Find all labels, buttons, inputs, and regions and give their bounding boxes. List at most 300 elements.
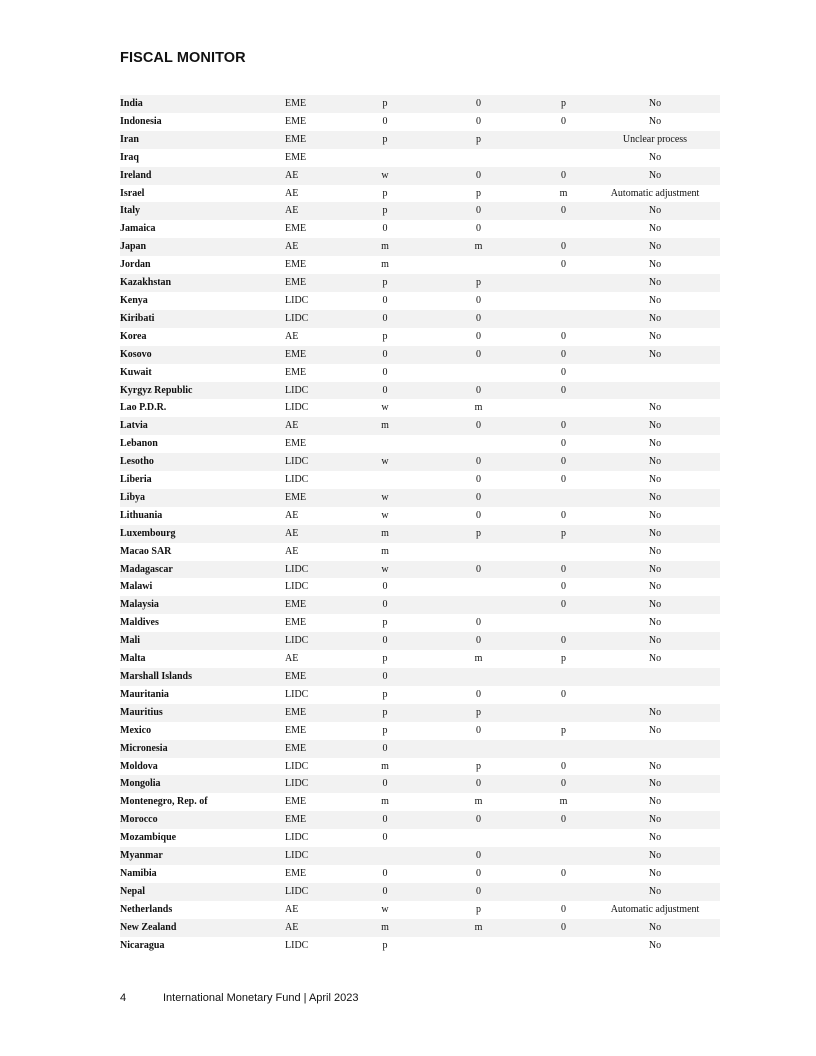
col5-cell: p [537, 525, 590, 543]
country-cell: Micronesia [120, 740, 285, 758]
col5-cell: 0 [561, 438, 566, 450]
table-row [120, 937, 720, 955]
group-cell: AE [285, 187, 299, 199]
col3-cell: p [382, 939, 388, 951]
group-cell: EME [285, 811, 350, 829]
table-row [120, 525, 720, 543]
col5-cell: 0 [537, 238, 590, 256]
col5-cell: 0 [561, 760, 566, 772]
group-cell: EME [285, 438, 307, 450]
table-row [120, 453, 720, 471]
table-row [120, 811, 720, 829]
group-cell: EME [285, 95, 350, 113]
col5-cell [537, 883, 590, 901]
group-cell: LIDC [285, 832, 309, 844]
table-row [120, 471, 720, 489]
group-cell: AE [285, 509, 299, 521]
col5-cell [537, 668, 590, 686]
col5-cell: 0 [537, 919, 590, 937]
country-table [120, 95, 720, 955]
country-cell: Iraq [120, 151, 139, 163]
col3-cell: w [381, 402, 389, 414]
adjustment-cell: No [590, 883, 720, 901]
country-cell: Netherlands [120, 903, 173, 915]
country-cell: Lao P.D.R. [120, 402, 167, 414]
country-cell: Nepal [120, 883, 285, 901]
group-cell: AE [285, 653, 299, 665]
col4-cell: 0 [420, 811, 537, 829]
page-footer [120, 992, 358, 1004]
adjustment-cell [590, 686, 720, 704]
col3-cell: m [350, 417, 420, 435]
adjustment-cell: No [648, 832, 662, 844]
group-cell: AE [285, 417, 350, 435]
col3-cell: 0 [382, 115, 388, 127]
col4-cell: 0 [420, 346, 537, 364]
col5-cell: m [559, 796, 568, 808]
table-row [120, 220, 720, 238]
group-cell: AE [285, 525, 350, 543]
country-cell: Madagascar [120, 561, 285, 579]
group-cell: EME [285, 617, 307, 629]
country-cell: Lithuania [120, 509, 163, 521]
col4-cell [420, 937, 537, 955]
adjustment-cell: No [590, 202, 720, 220]
col3-cell: 0 [382, 867, 388, 879]
table-row [120, 292, 720, 310]
col4-cell: p [476, 187, 481, 199]
adjustment-cell: No [590, 525, 720, 543]
table-row [120, 399, 720, 417]
col4-cell [420, 435, 537, 453]
adjustment-cell: No [648, 724, 662, 736]
adjustment-cell: No [590, 596, 720, 614]
col5-cell [537, 704, 590, 722]
adjustment-cell: No [590, 704, 720, 722]
col3-cell: p [350, 202, 420, 220]
col4-cell: p [420, 525, 537, 543]
col4-cell: m [474, 653, 483, 665]
adjustment-cell: No [648, 760, 662, 772]
col5-cell: 0 [561, 903, 566, 915]
col3-cell: m [381, 545, 389, 557]
col5-cell [537, 829, 590, 847]
col4-cell: 0 [420, 489, 537, 507]
table-row [120, 113, 720, 131]
country-cell: Japan [120, 238, 285, 256]
col4-cell [420, 596, 537, 614]
table-row [120, 614, 720, 632]
country-cell: Mongolia [120, 775, 285, 793]
table-row [120, 847, 720, 865]
adjustment-cell: No [590, 417, 720, 435]
country-cell: New Zealand [120, 919, 285, 937]
adjustment-cell: No [648, 438, 662, 450]
group-cell: EME [285, 131, 350, 149]
adjustment-cell: No [648, 402, 662, 414]
group-cell: EME [285, 668, 350, 686]
table-row [120, 435, 720, 453]
adjustment-cell: No [648, 259, 662, 271]
adjustment-cell: No [648, 581, 662, 593]
col4-cell: p [420, 274, 537, 292]
col4-cell: 0 [420, 775, 537, 793]
adjustment-cell: No [648, 617, 662, 629]
country-cell: Montenegro, Rep. of [120, 796, 208, 808]
col3-cell: 0 [350, 310, 420, 328]
col4-cell: 0 [420, 417, 537, 435]
table-row [120, 507, 720, 525]
col3-cell: p [350, 274, 420, 292]
group-cell: LIDC [285, 474, 309, 486]
adjustment-cell: Automatic adjustment [610, 187, 700, 199]
table-row [120, 310, 720, 328]
group-cell: AE [285, 330, 299, 342]
col5-cell: 0 [537, 346, 590, 364]
col4-cell [420, 578, 537, 596]
country-cell: Mauritania [120, 688, 169, 700]
col4-cell: 0 [476, 223, 481, 235]
col3-cell: 0 [350, 668, 420, 686]
col3-cell: 0 [382, 294, 388, 306]
col3-cell [350, 471, 420, 489]
col5-cell: 0 [561, 867, 566, 879]
adjustment-cell: No [590, 561, 720, 579]
col3-cell: 0 [350, 740, 420, 758]
group-cell: EME [285, 489, 350, 507]
col5-cell [537, 131, 590, 149]
col3-cell: 0 [350, 811, 420, 829]
adjustment-cell [590, 364, 720, 382]
table-row [120, 919, 720, 937]
adjustment-cell: No [648, 151, 662, 163]
col3-cell [350, 149, 420, 167]
country-cell: Kyrgyz Republic [120, 382, 285, 400]
col5-cell: 0 [537, 561, 590, 579]
page-header-title: FISCAL MONITOR [120, 50, 246, 66]
adjustment-cell: No [648, 545, 662, 557]
country-cell: Jordan [120, 259, 151, 271]
table-row [120, 417, 720, 435]
col4-cell: 0 [476, 617, 481, 629]
col4-cell: 0 [420, 95, 537, 113]
col5-cell: 0 [537, 167, 590, 185]
col5-cell: 0 [537, 453, 590, 471]
col4-cell [420, 668, 537, 686]
country-cell: Maldives [120, 617, 159, 629]
group-cell: EME [285, 223, 307, 235]
col5-cell: 0 [561, 509, 566, 521]
col5-cell: 0 [537, 202, 590, 220]
group-cell: EME [285, 346, 350, 364]
country-cell: Macao SAR [120, 545, 172, 557]
country-cell: Kuwait [120, 366, 152, 378]
col3-cell: w [350, 453, 420, 471]
table-row [120, 775, 720, 793]
col5-cell [537, 614, 590, 632]
col5-cell: 0 [561, 474, 566, 486]
col3-cell: m [381, 259, 389, 271]
col5-cell: 0 [537, 632, 590, 650]
col4-cell: 0 [476, 724, 481, 736]
col3-cell: p [382, 724, 388, 736]
col3-cell: 0 [382, 223, 388, 235]
adjustment-cell: No [648, 115, 662, 127]
col3-cell: w [381, 509, 389, 521]
group-cell: LIDC [285, 581, 309, 593]
col3-cell: 0 [350, 382, 420, 400]
col5-cell [537, 937, 590, 955]
group-cell: LIDC [285, 847, 350, 865]
group-cell: AE [285, 919, 350, 937]
col5-cell [537, 220, 590, 238]
adjustment-cell: No [590, 95, 720, 113]
table-row [120, 686, 720, 704]
group-cell: LIDC [285, 632, 350, 650]
table-row [120, 131, 720, 149]
adjustment-cell: No [648, 653, 662, 665]
table-row [120, 650, 720, 668]
country-cell: Mauritius [120, 704, 285, 722]
group-cell: EME [285, 740, 350, 758]
adjustment-cell: No [590, 775, 720, 793]
table-row [120, 256, 720, 274]
col3-cell: 0 [350, 775, 420, 793]
country-cell: Iran [120, 131, 285, 149]
adjustment-cell: No [648, 867, 662, 879]
col5-cell: 0 [561, 581, 566, 593]
country-cell: Kosovo [120, 346, 285, 364]
col5-cell: 0 [561, 115, 566, 127]
group-cell: EME [285, 596, 350, 614]
adjustment-cell: No [590, 811, 720, 829]
adjustment-cell: No [648, 796, 662, 808]
col3-cell: p [382, 653, 388, 665]
col3-cell: p [350, 131, 420, 149]
group-cell: EME [285, 796, 307, 808]
col5-cell: p [561, 653, 566, 665]
col3-cell: p [382, 187, 388, 199]
col5-cell [537, 399, 590, 417]
footer-text: International Monetary Fund | April 2023 [163, 992, 359, 1004]
group-cell: AE [285, 903, 299, 915]
table-row [120, 865, 720, 883]
table-row [120, 668, 720, 686]
group-cell: AE [285, 202, 350, 220]
col5-cell: 0 [537, 596, 590, 614]
table-body [120, 95, 720, 955]
table-row [120, 238, 720, 256]
col3-cell: 0 [350, 346, 420, 364]
col4-cell: p [420, 704, 537, 722]
table-row [120, 901, 720, 919]
col4-cell: 0 [420, 382, 537, 400]
col4-cell: 0 [420, 167, 537, 185]
country-cell: Nicaragua [120, 939, 165, 951]
group-cell: EME [285, 259, 307, 271]
group-cell: LIDC [285, 453, 350, 471]
group-cell: LIDC [285, 402, 309, 414]
col4-cell: p [476, 903, 481, 915]
adjustment-cell: No [590, 453, 720, 471]
country-cell: Lesotho [120, 453, 285, 471]
country-cell: Latvia [120, 417, 285, 435]
col5-cell [537, 292, 590, 310]
col5-cell [537, 489, 590, 507]
country-cell: Lebanon [120, 438, 158, 450]
table-row [120, 364, 720, 382]
group-cell: EME [285, 274, 350, 292]
col5-cell [537, 149, 590, 167]
country-cell: Indonesia [120, 115, 162, 127]
col3-cell: m [350, 525, 420, 543]
country-cell: Ireland [120, 167, 285, 185]
col3-cell: 0 [382, 581, 388, 593]
adjustment-cell [590, 382, 720, 400]
col4-cell: 0 [420, 883, 537, 901]
col3-cell: p [350, 95, 420, 113]
col5-cell [537, 310, 590, 328]
country-cell: Liberia [120, 474, 152, 486]
adjustment-cell [590, 668, 720, 686]
col3-cell: p [382, 330, 388, 342]
country-cell: Kazakhstan [120, 274, 285, 292]
country-cell: Korea [120, 330, 147, 342]
table-row [120, 722, 720, 740]
table-row [120, 489, 720, 507]
country-cell: Namibia [120, 867, 157, 879]
group-cell: EME [285, 704, 350, 722]
col3-cell: 0 [382, 366, 388, 378]
table-row [120, 167, 720, 185]
group-cell: EME [285, 724, 307, 736]
table-row [120, 596, 720, 614]
col4-cell: 0 [420, 561, 537, 579]
table-row [120, 561, 720, 579]
col4-cell: 0 [420, 453, 537, 471]
col3-cell: w [350, 489, 420, 507]
col4-cell: m [420, 919, 537, 937]
group-cell: AE [285, 167, 350, 185]
country-cell: Jamaica [120, 223, 156, 235]
col5-cell: p [561, 724, 566, 736]
table-row [120, 758, 720, 776]
group-cell: LIDC [285, 310, 350, 328]
table-row [120, 543, 720, 561]
table-row [120, 793, 720, 811]
group-cell: EME [285, 151, 307, 163]
col4-cell: p [420, 131, 537, 149]
adjustment-cell: No [590, 346, 720, 364]
col4-cell [420, 543, 537, 561]
col3-cell: m [381, 760, 389, 772]
col5-cell: 0 [537, 811, 590, 829]
country-cell: Libya [120, 489, 285, 507]
country-cell: Moldova [120, 760, 158, 772]
col4-cell: 0 [476, 867, 481, 879]
col5-cell: 0 [561, 688, 566, 700]
adjustment-cell: No [590, 274, 720, 292]
col5-cell: 0 [537, 417, 590, 435]
adjustment-cell: No [648, 330, 662, 342]
country-cell: Mali [120, 632, 285, 650]
adjustment-cell: No [648, 294, 662, 306]
col3-cell: p [350, 704, 420, 722]
col4-cell: m [474, 796, 483, 808]
page-number: 4 [120, 992, 127, 1004]
col3-cell: 0 [350, 883, 420, 901]
col5-cell [537, 740, 590, 758]
col4-cell: 0 [420, 632, 537, 650]
col3-cell: m [350, 919, 420, 937]
country-cell: Malawi [120, 581, 153, 593]
group-cell: AE [285, 545, 299, 557]
country-cell: India [120, 95, 285, 113]
country-cell: Myanmar [120, 847, 285, 865]
col4-cell: 0 [476, 330, 481, 342]
group-cell: LIDC [285, 760, 309, 772]
col3-cell [350, 435, 420, 453]
adjustment-cell: Unclear process [590, 131, 720, 149]
table-row [120, 346, 720, 364]
country-cell: Italy [120, 202, 285, 220]
adjustment-cell: No [590, 847, 720, 865]
col3-cell: 0 [350, 632, 420, 650]
group-cell: LIDC [285, 561, 350, 579]
adjustment-cell: No [590, 919, 720, 937]
col4-cell [420, 256, 537, 274]
table-row [120, 328, 720, 346]
adjustment-cell: No [590, 632, 720, 650]
country-cell: Malaysia [120, 596, 285, 614]
col4-cell [420, 740, 537, 758]
table-row [120, 632, 720, 650]
col4-cell: 0 [420, 310, 537, 328]
country-cell: Luxembourg [120, 525, 285, 543]
col5-cell: p [537, 95, 590, 113]
col4-cell: 0 [476, 509, 481, 521]
col4-cell [420, 149, 537, 167]
col3-cell [350, 847, 420, 865]
col3-cell: w [350, 167, 420, 185]
col4-cell [420, 829, 537, 847]
col5-cell: 0 [561, 259, 566, 271]
col4-cell [420, 364, 537, 382]
adjustment-cell: No [590, 310, 720, 328]
adjustment-cell: No [648, 939, 662, 951]
col3-cell: m [381, 796, 389, 808]
col5-cell [537, 847, 590, 865]
country-cell: Mozambique [120, 832, 177, 844]
adjustment-cell: Automatic adjustment [610, 903, 700, 915]
col4-cell: 0 [420, 202, 537, 220]
adjustment-cell: No [590, 167, 720, 185]
table-row [120, 202, 720, 220]
col4-cell: 0 [476, 474, 481, 486]
col3-cell: p [382, 688, 388, 700]
col5-cell: 0 [561, 366, 566, 378]
adjustment-cell: No [648, 223, 662, 235]
country-cell: Kenya [120, 294, 148, 306]
col4-cell: 0 [476, 294, 481, 306]
group-cell: LIDC [285, 688, 309, 700]
col4-cell: 0 [476, 688, 481, 700]
group-cell: AE [285, 238, 350, 256]
group-cell: LIDC [285, 939, 309, 951]
col4-cell: p [476, 760, 481, 772]
table-row [120, 883, 720, 901]
table-row [120, 578, 720, 596]
